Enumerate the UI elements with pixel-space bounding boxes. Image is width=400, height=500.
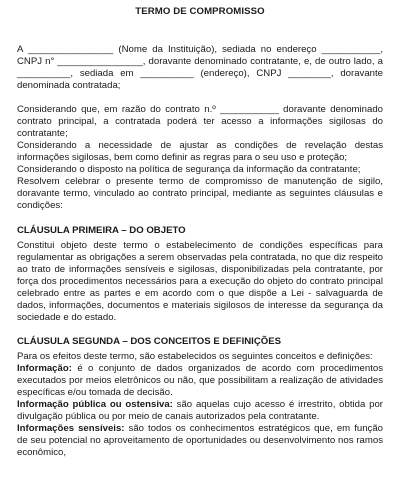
paragraph-gap <box>17 92 383 104</box>
consideration-paragraph: Considerando a necessidade de ajustar as condições de revelação destas informações sigilosas, bem como definir as regras para o seu uso e proteção; <box>17 140 383 163</box>
definition-text: são aquelas cujo acesso é irrestrito, obtida por divulgação pública ou por meio de canais autorizados pela contratante. <box>17 399 383 422</box>
definition-paragraph <box>17 399 383 423</box>
intro-paragraph: A ________________ (Nome da Instituição), sediada no endereço ___________, CNPJ n° ________________, doravante denominado contratante, e, de outro lado, a __________, sediada em __________ (endereço), CNPJ ________, doravante denominada contratada; <box>17 44 383 91</box>
document-title: TERMO DE COMPROMISSO <box>135 6 265 17</box>
consideration-paragraph: Resolvem celebrar o presente termo de compromisso de manutenção de sigilo, doravante termo, vinculado ao contrato principal, mediante as seguintes cláusulas e condições: <box>17 176 383 211</box>
clause-1-body: Constitui objeto deste termo o estabelecimento de condições específicas para regulamentar as obrigações a serem observadas pela contratada, no que diz respeito ao trato de informações sensíveis e sigilosas, disponibilizadas pela contratante, por força dos procedimentos necessários para a execução do objeto do contrato principal celebrado entre as partes e em acordo com o que dispõe a Lei - salvaguarda de dados, informações, documentos e materiais sigilosos de interesse da segurança da sociedade e do estado. <box>17 240 383 323</box>
definition-term: Informação: <box>17 363 72 374</box>
consideration-paragraph: Considerando o disposto na política de segurança da informação da contratante; <box>17 164 361 175</box>
intro-paragraph-block <box>17 44 383 92</box>
clause-2-lead: Para os efeitos deste termo, são estabelecidos os seguintes conceitos e definições: <box>17 351 373 362</box>
definition-term: Informações sensíveis: <box>17 423 125 434</box>
clause-1-heading: CLÁUSULA PRIMEIRA – DO OBJETO <box>17 225 186 236</box>
definition-term: Informação pública ou ostensiva: <box>17 399 173 410</box>
definition-paragraph <box>17 423 383 459</box>
consideration-paragraph: Considerando que, em razão do contrato n.º ___________ doravante denominado contrato principal, a contratada poderá ter acesso a informações sigilosas do contratante; <box>17 104 383 139</box>
definition-paragraph <box>17 363 383 399</box>
definition-text: são todos os conhecimentos estratégicos que, em função de seu potencial no aproveitamento de oportunidades ou desenvolvimento nos ramos econômico, <box>17 423 383 458</box>
definition-text: é o conjunto de dados organizados de acordo com procedimentos executados por meios eletrônicos ou não, que possibilitam a realização de atividades específicas e/ou tomada de decisão. <box>17 363 383 398</box>
considerations-block <box>17 104 383 212</box>
clause-2-heading: CLÁUSULA SEGUNDA – DOS CONCEITOS E DEFINIÇÕES <box>17 336 282 347</box>
